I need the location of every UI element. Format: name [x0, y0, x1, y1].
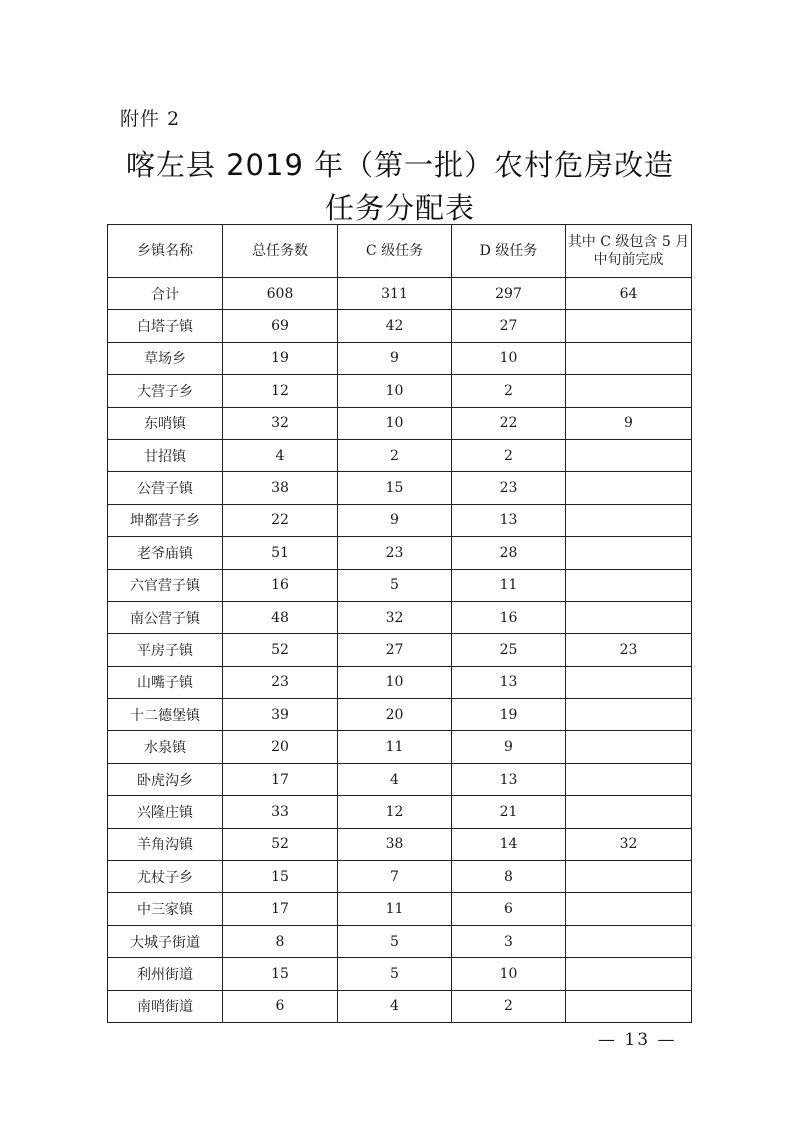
cell-d-level-tasks: 13 — [452, 504, 566, 536]
page-number: — 13 — — [598, 1030, 677, 1050]
table-row — [108, 439, 692, 471]
table-row — [108, 893, 692, 925]
cell-d-level-tasks: 21 — [452, 796, 566, 828]
cell-d-level-tasks: 19 — [452, 699, 566, 731]
cell-c-level-tasks: 20 — [338, 699, 452, 731]
cell-c-level-before-mid-may — [566, 958, 692, 990]
cell-total-tasks: 52 — [223, 634, 338, 666]
table-row — [108, 472, 692, 504]
cell-total-tasks: 4 — [223, 439, 338, 471]
cell-d-level-tasks: 23 — [452, 472, 566, 504]
table-row — [108, 634, 692, 666]
cell-c-level-before-mid-may — [566, 925, 692, 957]
cell-d-level-tasks: 2 — [452, 990, 566, 1022]
cell-c-level-before-mid-may — [566, 666, 692, 698]
cell-d-level-tasks: 9 — [452, 731, 566, 763]
table-row — [108, 796, 692, 828]
header-total-tasks: 总任务数 — [223, 225, 338, 278]
table-row — [108, 828, 692, 860]
cell-c-level-tasks: 2 — [338, 439, 452, 471]
header-d-level-tasks: D 级任务 — [452, 225, 566, 278]
cell-c-level-before-mid-may — [566, 439, 692, 471]
cell-d-level-tasks: 16 — [452, 601, 566, 633]
cell-township-name: 山嘴子镇 — [108, 666, 223, 698]
cell-total-tasks: 16 — [223, 569, 338, 601]
cell-township-name: 公营子镇 — [108, 472, 223, 504]
cell-township-name: 十二德堡镇 — [108, 699, 223, 731]
cell-c-level-tasks: 4 — [338, 990, 452, 1022]
cell-c-level-before-mid-may — [566, 796, 692, 828]
cell-c-level-tasks: 12 — [338, 796, 452, 828]
cell-total-tasks: 22 — [223, 504, 338, 536]
cell-total-tasks: 19 — [223, 342, 338, 374]
cell-c-level-tasks: 311 — [338, 278, 452, 310]
table-row — [108, 925, 692, 957]
cell-c-level-tasks: 11 — [338, 731, 452, 763]
table-row — [108, 310, 692, 342]
table-row — [108, 537, 692, 569]
cell-d-level-tasks: 10 — [452, 958, 566, 990]
cell-d-level-tasks: 13 — [452, 763, 566, 795]
cell-d-level-tasks: 11 — [452, 569, 566, 601]
cell-c-level-before-mid-may — [566, 569, 692, 601]
cell-c-level-tasks: 5 — [338, 925, 452, 957]
table-row — [108, 375, 692, 407]
table-row — [108, 278, 692, 310]
table-row — [108, 990, 692, 1022]
cell-township-name: 中三家镇 — [108, 893, 223, 925]
cell-c-level-tasks: 9 — [338, 504, 452, 536]
cell-c-level-tasks: 7 — [338, 861, 452, 893]
cell-c-level-tasks: 5 — [338, 569, 452, 601]
cell-township-name: 尤杖子乡 — [108, 861, 223, 893]
cell-township-name: 利州街道 — [108, 958, 223, 990]
cell-c-level-tasks: 9 — [338, 342, 452, 374]
cell-township-name: 南公营子镇 — [108, 601, 223, 633]
cell-total-tasks: 17 — [223, 893, 338, 925]
cell-township-name: 东哨镇 — [108, 407, 223, 439]
table-row — [108, 407, 692, 439]
cell-d-level-tasks: 3 — [452, 925, 566, 957]
table-row — [108, 699, 692, 731]
table-header-row — [108, 225, 692, 278]
cell-total-tasks: 17 — [223, 763, 338, 795]
table-body — [108, 278, 692, 1023]
cell-township-name: 兴隆庄镇 — [108, 796, 223, 828]
cell-total-tasks: 32 — [223, 407, 338, 439]
cell-c-level-tasks: 5 — [338, 958, 452, 990]
cell-township-name: 白塔子镇 — [108, 310, 223, 342]
cell-c-level-tasks: 42 — [338, 310, 452, 342]
cell-c-level-tasks: 10 — [338, 375, 452, 407]
cell-d-level-tasks: 14 — [452, 828, 566, 860]
cell-total-tasks: 51 — [223, 537, 338, 569]
cell-c-level-tasks: 23 — [338, 537, 452, 569]
cell-total-tasks: 6 — [223, 990, 338, 1022]
cell-total-tasks: 48 — [223, 601, 338, 633]
cell-total-tasks: 608 — [223, 278, 338, 310]
cell-d-level-tasks: 2 — [452, 439, 566, 471]
cell-c-level-tasks: 32 — [338, 601, 452, 633]
cell-c-level-before-mid-may — [566, 310, 692, 342]
cell-total-tasks: 33 — [223, 796, 338, 828]
cell-c-level-before-mid-may — [566, 537, 692, 569]
cell-township-name: 平房子镇 — [108, 634, 223, 666]
table-row — [108, 569, 692, 601]
document-title: 喀左县 2019 年（第一批）农村危房改造 — [125, 148, 675, 182]
table-row — [108, 763, 692, 795]
cell-d-level-tasks: 27 — [452, 310, 566, 342]
cell-township-name: 卧虎沟乡 — [108, 763, 223, 795]
table-row — [108, 731, 692, 763]
cell-total-tasks: 12 — [223, 375, 338, 407]
cell-township-name: 甘招镇 — [108, 439, 223, 471]
cell-total-tasks: 15 — [223, 958, 338, 990]
cell-c-level-before-mid-may — [566, 763, 692, 795]
cell-c-level-before-mid-may — [566, 861, 692, 893]
cell-c-level-tasks: 11 — [338, 893, 452, 925]
cell-c-level-before-mid-may — [566, 504, 692, 536]
cell-c-level-tasks: 10 — [338, 407, 452, 439]
cell-c-level-before-mid-may — [566, 699, 692, 731]
attachment-label: 附件 2 — [120, 108, 181, 130]
cell-c-level-before-mid-may — [566, 990, 692, 1022]
task-allocation-table — [107, 224, 692, 1023]
cell-total-tasks: 23 — [223, 666, 338, 698]
cell-total-tasks: 69 — [223, 310, 338, 342]
header-township: 乡镇名称 — [108, 225, 223, 278]
cell-c-level-before-mid-may — [566, 601, 692, 633]
cell-c-level-before-mid-may: 23 — [566, 634, 692, 666]
cell-township-name: 合计 — [108, 278, 223, 310]
header-c-level-tasks: C 级任务 — [338, 225, 452, 278]
cell-total-tasks: 20 — [223, 731, 338, 763]
cell-township-name: 大营子乡 — [108, 375, 223, 407]
cell-c-level-before-mid-may: 64 — [566, 278, 692, 310]
cell-d-level-tasks: 13 — [452, 666, 566, 698]
cell-total-tasks: 15 — [223, 861, 338, 893]
table-row — [108, 666, 692, 698]
header-c-level-before-mid-may: 其中 C 级包含 5 月中旬前完成 — [566, 225, 692, 278]
cell-township-name: 羊角沟镇 — [108, 828, 223, 860]
cell-c-level-before-mid-may — [566, 375, 692, 407]
cell-d-level-tasks: 10 — [452, 342, 566, 374]
cell-d-level-tasks: 297 — [452, 278, 566, 310]
cell-c-level-tasks: 27 — [338, 634, 452, 666]
table-row — [108, 601, 692, 633]
cell-d-level-tasks: 2 — [452, 375, 566, 407]
document-subtitle: 任务分配表 — [324, 191, 475, 225]
cell-c-level-before-mid-may — [566, 731, 692, 763]
cell-d-level-tasks: 28 — [452, 537, 566, 569]
cell-township-name: 大城子街道 — [108, 925, 223, 957]
cell-c-level-tasks: 38 — [338, 828, 452, 860]
cell-c-level-before-mid-may — [566, 893, 692, 925]
cell-township-name: 坤都营子乡 — [108, 504, 223, 536]
cell-d-level-tasks: 22 — [452, 407, 566, 439]
cell-township-name: 草场乡 — [108, 342, 223, 374]
table-row — [108, 342, 692, 374]
cell-d-level-tasks: 25 — [452, 634, 566, 666]
cell-total-tasks: 38 — [223, 472, 338, 504]
cell-c-level-before-mid-may: 9 — [566, 407, 692, 439]
cell-c-level-tasks: 15 — [338, 472, 452, 504]
table-row — [108, 504, 692, 536]
cell-township-name: 南哨街道 — [108, 990, 223, 1022]
cell-d-level-tasks: 8 — [452, 861, 566, 893]
cell-total-tasks: 8 — [223, 925, 338, 957]
cell-d-level-tasks: 6 — [452, 893, 566, 925]
cell-township-name: 老爷庙镇 — [108, 537, 223, 569]
cell-c-level-before-mid-may — [566, 472, 692, 504]
cell-c-level-before-mid-may — [566, 342, 692, 374]
cell-c-level-before-mid-may: 32 — [566, 828, 692, 860]
cell-total-tasks: 52 — [223, 828, 338, 860]
table-row — [108, 958, 692, 990]
cell-township-name: 水泉镇 — [108, 731, 223, 763]
cell-total-tasks: 39 — [223, 699, 338, 731]
cell-c-level-tasks: 10 — [338, 666, 452, 698]
cell-township-name: 六官营子镇 — [108, 569, 223, 601]
table-row — [108, 861, 692, 893]
cell-c-level-tasks: 4 — [338, 763, 452, 795]
